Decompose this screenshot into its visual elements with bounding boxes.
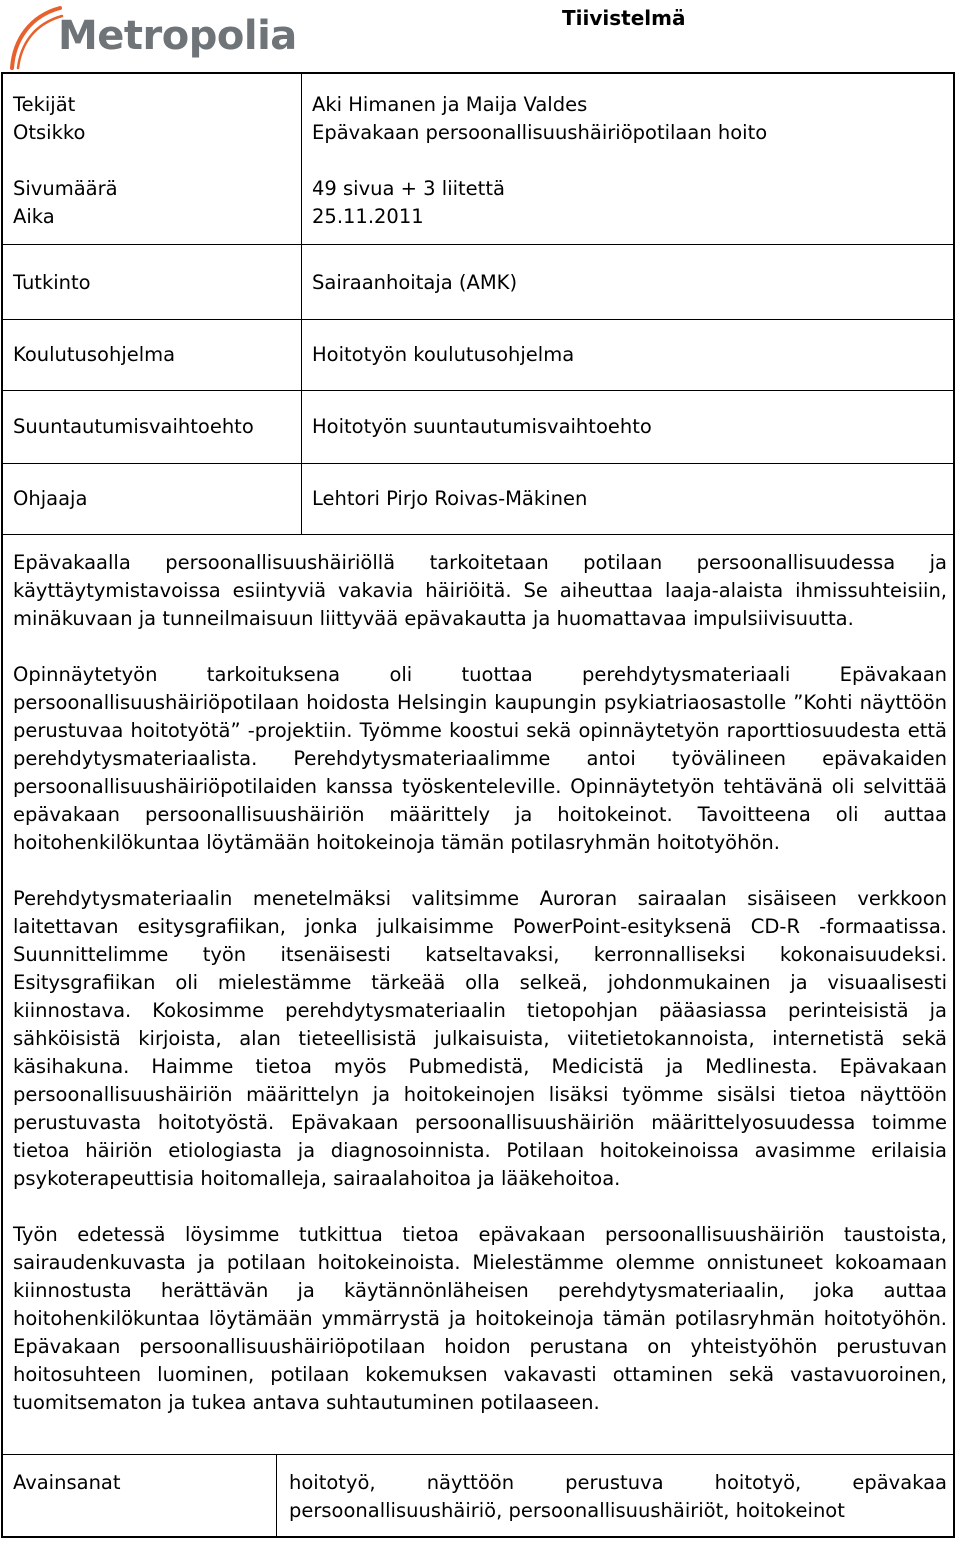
separator bbox=[3, 1454, 953, 1455]
abstract-paragraph: Perehdytysmateriaalin menetelmäksi valitsimme Auroran sairaalan sisäiseen verkkoon laitettavan esitysgrafiikan, jonka julkaisimme PowerPoint-esityksenä CD-R -formaatissa. Suunnittelimme työn itsenäisesti katseltavaksi, kerronnalliseksi kokonaisuudeksi. Esitysgrafiikan oli mielestämme tärkeää olla selkeä, johdonmukainen ja visuaalisesti kiinnostava. Kokosimme perehdytysmateriaalin tietopohjan pääasiassa perinteisistä ja sähköisistä kirjoista, alan tieteellisistä julkaisuista, viitetietokannoista, internetistä sekä käsihakuna. Haimme tietoa myös Pubmedistä, Medicistä ja Medlinesta. Epävakaan persoonallisuushäiriön määrittelyn ja hoitokeinojen lisäksi työmme sisälsi tietoa näyttöön perustuvasta hoitotyöstä. Epävakaan persoonallisuushäiriön määrittelyosuudessa toimme tietoa häiriön etiologiasta ja diagnosoinnista. Potilaan hoitokeinoissa avasimme erilaisia psykoterapeuttisia hoitomalleja, sairaalahoitoa ja lääkehoitoa. bbox=[13, 887, 947, 1190]
date-label: Aika bbox=[13, 205, 55, 228]
title-value: Epävakaan persoonallisuushäiriöpotilaan hoito bbox=[312, 121, 768, 144]
degree-label: Tutkinto bbox=[13, 271, 91, 294]
authors-label: Tekijät bbox=[13, 93, 76, 116]
logo-text: Metropolia bbox=[58, 13, 297, 59]
metropolia-logo bbox=[8, 4, 328, 70]
title-label: Otsikko bbox=[13, 121, 86, 144]
specialisation-value: Hoitotyön suuntautumisvaihtoehto bbox=[312, 415, 652, 438]
document-type: Tiivistelmä bbox=[562, 6, 686, 30]
keywords-value: hoitotyö, näyttöön perustuva hoitotyö, epävakaa persoonallisuushäiriö, persoonallisuushäiriöt, hoitokeinot bbox=[289, 1471, 947, 1522]
date-value: 25.11.2011 bbox=[312, 205, 424, 228]
column-divider bbox=[276, 1454, 277, 1536]
abstract-paragraph: Työn edetessä löysimme tutkittua tietoa epävakaan persoonallisuushäiriön taustoista, sairaudenkuvasta ja potilaan hoitokeinoista. Mielestämme olemme onnistuneet kokoamaan kiinnostusta herättävän ja käytännönläheisen perehdytysmateriaalin, joka auttaa hoitohenkilökuntaa löytämään ymmärrystä ja hoitokeinoja tämän potilasryhmän hoitotyöhön. Epävakaan persoonallisuushäiriöpotilaan hoidon perustana on yhteistyöhön perustuvan hoitosuhteen luominen, potilaan kokemuksen vakavasti ottaminen sekä vastavuoroinen, tuomitsematon ja tukea antava suhtautuminen potilaaseen. bbox=[13, 1223, 947, 1414]
column-divider bbox=[301, 74, 302, 534]
programme-value: Hoitotyön koulutusohjelma bbox=[312, 343, 575, 366]
abstract-paragraph: Epävakaalla persoonallisuushäiriöllä tarkoitetaan potilaan persoonallisuudessa ja käyttäytymistavoissa esiintyviä vakavia häiriöitä. Se aiheuttaa laaja-alaista ihmissuhteisiin, minäkuvaan ja tunneilmaisuun liittyvää epävakautta ja huomattavaa impulsiivisuutta. bbox=[13, 551, 947, 630]
degree-value: Sairaanhoitaja (AMK) bbox=[312, 271, 518, 294]
instructor-label: Ohjaaja bbox=[13, 487, 88, 510]
separator bbox=[3, 244, 953, 245]
programme-label: Koulutusohjelma bbox=[13, 343, 176, 366]
separator bbox=[3, 319, 953, 320]
separator bbox=[3, 390, 953, 391]
instructor-value: Lehtori Pirjo Roivas-Mäkinen bbox=[312, 487, 588, 510]
authors-value: Aki Himanen ja Maija Valdes bbox=[312, 93, 588, 116]
keywords-label: Avainsanat bbox=[13, 1471, 121, 1494]
abstract-paragraph: Opinnäytetyön tarkoituksena oli tuottaa perehdytysmateriaali Epävakaan persoonallisuushäiriöpotilaan hoidosta Helsingin kaupungin psykiatriaosastolle ”Kohti näyttöön perustuvaa hoitotyötä” -projektiin. Työmme koostui sekä opinnäytetyön raporttiosuudesta että perehdytysmateriaalista. Perehdytysmateriaalimme antoi työvälineen epävakaiden persoonallisuushäiriöpotilaiden kanssa työskenteleville. Opinnäytetyön tehtävänä oli selvittää epävakaan persoonallisuushäiriön määrittely ja hoitokeinot. Tavoitteena oli auttaa hoitohenkilökuntaa löytämään hoitokeinoja tämän potilasryhmän hoitotyöhön. bbox=[13, 663, 947, 854]
specialisation-label: Suuntautumisvaihtoehto bbox=[13, 415, 254, 438]
pages-value: 49 sivua + 3 liitettä bbox=[312, 177, 505, 200]
separator bbox=[3, 463, 953, 464]
abstract-frame bbox=[1, 72, 955, 1538]
separator bbox=[3, 534, 953, 535]
pages-label: Sivumäärä bbox=[13, 177, 118, 200]
